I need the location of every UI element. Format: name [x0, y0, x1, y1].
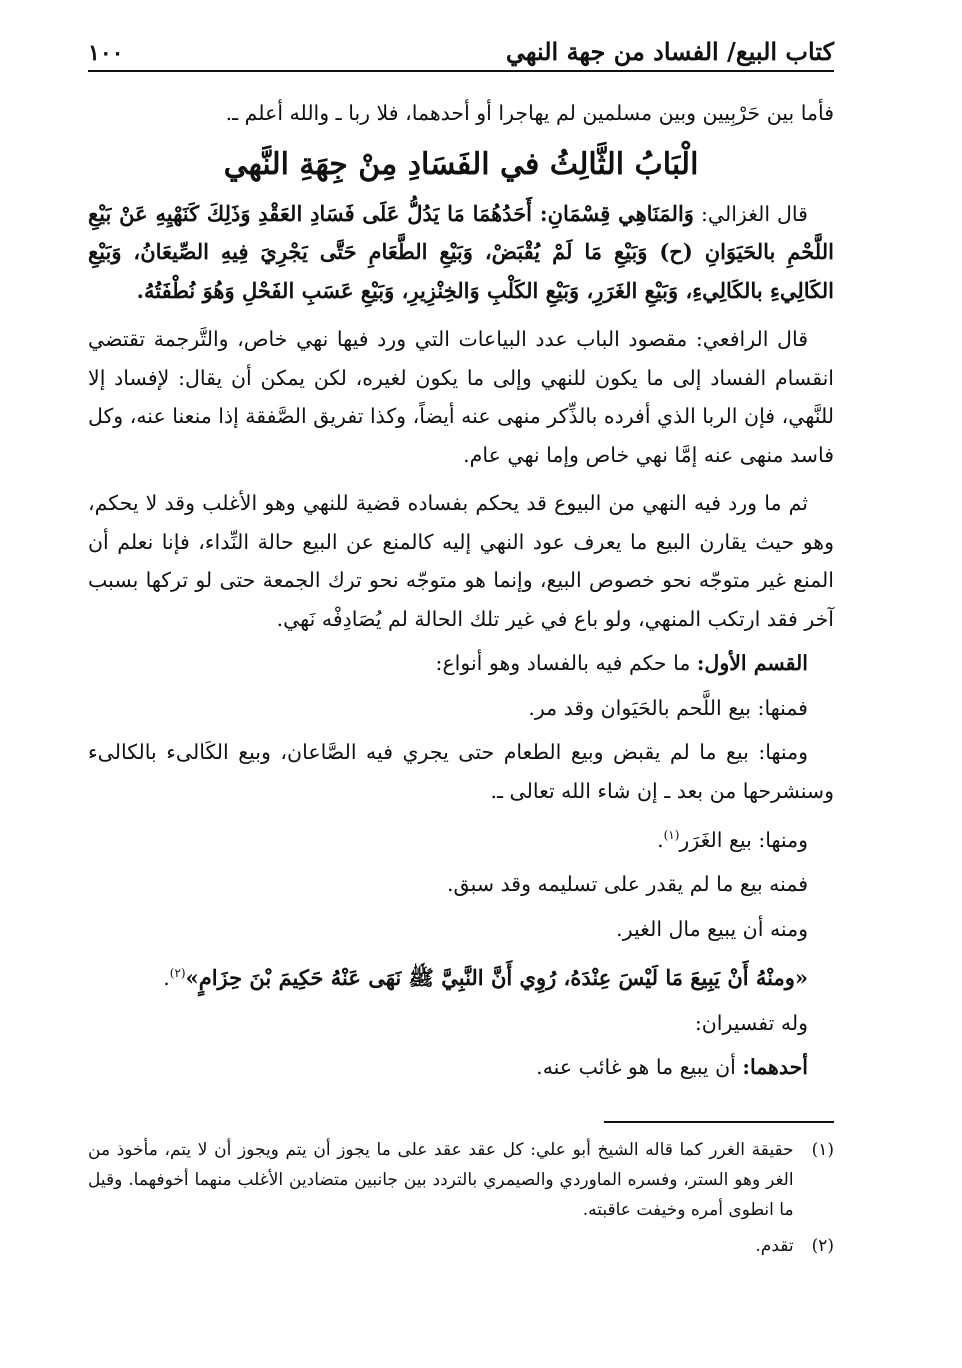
item-text: «ومنْهُ أَنْ يَبِيعَ مَا لَيْسَ عِنْدَهُ، رُوِي أَنَّ النَّبِيَّ ﷺ نَهَى عَنْهُ حَكِيمَ بْنَ حِزَامٍ»: [185, 965, 808, 991]
running-title: كتاب البيع/ الفساد من جهة النهي: [505, 37, 834, 66]
section-one-label: القسم الأول:: [696, 651, 808, 675]
book-page: [88, 28, 834, 1348]
list-item: [88, 910, 834, 949]
rafii-paragraph: قال الرافعي: مقصود الباب عدد البياعات التي ورد فيها نهي خاص، والتَّرجمة تقتضي انقسام الفساد إلى ما يكون للنهي وإلى ما يكون لغيره، لكن يمكن أن يقال: لإفساد إلا للنَّهي، فإن الربا الذي أفرده بالذِّكر منهى عنه أيضاً، وكذا تفريق الصَّفقة إذا منعنا عنه، وكل فاسد منهى عنه إمَّا نهي خاص وإما نهي عام.: [88, 327, 834, 467]
opening-line: فأما بين حَرْبِيين وبين مسلمين لم يهاجرا أو أحدهما، فلا ربا ـ والله أعلم ـ.: [225, 101, 834, 125]
footnotes: [88, 1135, 834, 1261]
ghazali-text: وَالمَنَاهِي قِسْمَانِ: أَحَدُهُمَا مَا يَدُلُّ عَلَى فَسَادِ العَقْدِ وَذَلِكَ كَنَهْيِهِ عَنْ بَيْعِ اللَّحْمِ بالحَيَوَانِ (ح) وَبَيْعِ مَا لَمْ يُقْبَضْ، وَبَيْعِ الطَّعَامِ حَتَّى يَجْرِيَ فِيهِ الصِّيعَانُ، وَبَيْعِ الكَالِيءِ بالكَالِيءِ، وَبَيْعِ الغَرَرِ، وَبَيْعِ الكَلْبِ وَالخِنْزِيرِ، وَبَيْعِ عَسَبِ الفَحْلِ وَهُوَ نُطْفَتُهُ.: [88, 200, 834, 303]
footnote-number: (٢): [811, 1235, 834, 1256]
section-one-text: ما حكم فيه بالفساد وهو أنواع:: [435, 651, 691, 675]
section-one-line: [88, 644, 834, 683]
chapter-title: الْبَابُ الثَّالِثُ في الفَسَادِ مِنْ جِهَةِ النَّهي: [223, 146, 699, 182]
footnote-text: تقدم.: [755, 1235, 794, 1256]
list-item: [88, 1048, 834, 1087]
item-end: .: [657, 827, 664, 852]
ghazali-paragraph: [88, 195, 834, 311]
item-text: بيع ما لم يقبض وبيع الطعام حتى يجري فيه الصَّاعان، وبيع الكَالىء بالكالىء وسنشرحها من بعد ـ إن شاء الله تعالى ـ.: [88, 740, 834, 803]
item-label: ومنها:: [758, 740, 808, 764]
item-text: ومنه أن يبيع مال الغير.: [616, 916, 808, 941]
item-text: وله تفسيران:: [694, 1010, 808, 1035]
footnote: [88, 1231, 834, 1261]
footnote: [88, 1135, 834, 1225]
list-item: [88, 954, 834, 997]
item-label: أحدهما:: [742, 1055, 808, 1080]
footnote-divider: [604, 1121, 834, 1123]
list-item: [88, 689, 834, 728]
item-text: أن يبيع ما هو غائب عنه.: [536, 1055, 736, 1080]
second-paragraph: ثم ما ورد فيه النهي من البيوع قد يحكم بفساده قضية للنهي وهو الأغلب وقد لا يحكم، وهو حيث يقارن البيع ما يعرف عود النهي إليه كالمنع عن البيع حالة النِّداء، فإنا نعلم أن المنع غير متوجّه نحو خصوص البيع، وإنما هو متوجّه نحو ترك الجمعة حتى لو تركها بسبب آخر فقد ارتكب المنهي، ولو باع في غير تلك الحالة لم يُصَادِفْه نَهي.: [88, 491, 834, 631]
item-end: .: [163, 966, 170, 991]
item-text: بيع اللَّحم بالحَيَوان وقد مر.: [528, 695, 752, 720]
list-item: [88, 865, 834, 904]
footnote-ref: (١): [663, 828, 680, 842]
item-text: فمنه بيع ما لم يقدر على تسليمه وقد سبق.: [447, 872, 808, 897]
ghazali-prefix: قال الغزالي:: [700, 201, 808, 226]
footnote-ref: (٢): [169, 966, 186, 981]
list-item: [88, 733, 834, 810]
list-item: [88, 816, 834, 859]
page-number: ١٠٠: [88, 40, 124, 66]
footnote-number: (١): [811, 1139, 834, 1160]
footnote-text: حقيقة الغرر كما قاله الشيخ أبو علي: كل عقد عقد على ما يجوز أن يتم ويجوز أن لا يتم، مأخوذ من الغر وهو الستر، وفسره الماوردي والصيمري بالتردد بين جانبين متضادين الأغلب منهما أخوفهما. وقيل ما انطوى أمره وخيفت عاقبته.: [88, 1139, 794, 1220]
item-label: فمنها:: [757, 695, 808, 720]
item-text: بيع الغَرَر: [679, 827, 752, 852]
item-label: ومنها:: [758, 827, 808, 852]
list-item: [88, 1004, 834, 1043]
page-header: [88, 28, 834, 72]
